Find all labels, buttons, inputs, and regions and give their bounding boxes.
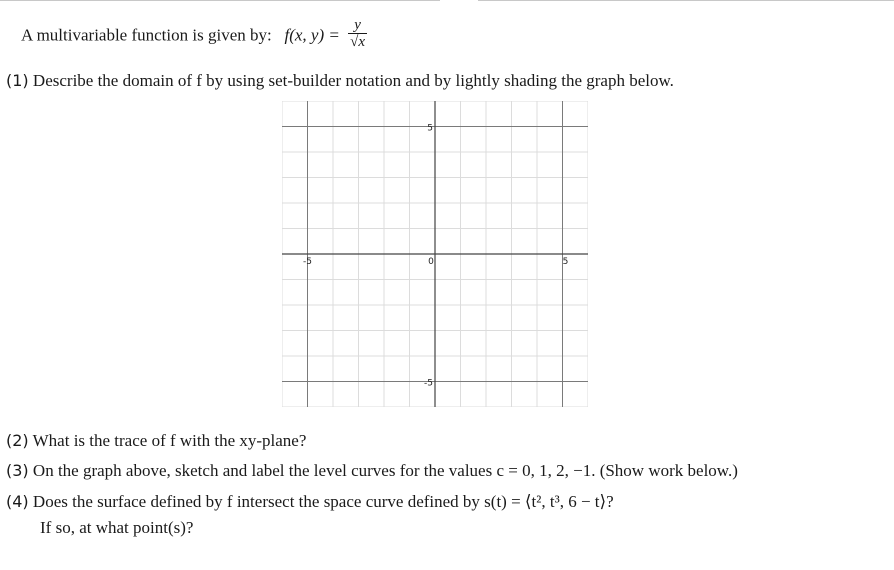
question-1 — [6, 71, 674, 91]
formula-denominator — [348, 33, 367, 51]
question-1-number: (1) — [6, 71, 29, 90]
question-4-text: Does the surface defined by f intersect the space curve defined by s(t) = ⟨t², t³, 6 − t⟩? — [32, 492, 614, 511]
tick-label-y-neg5: -5 — [424, 378, 433, 389]
formula-numerator: y — [354, 17, 361, 33]
tick-label-x-neg5: -5 — [303, 257, 312, 267]
top-rule-right — [478, 0, 894, 1]
tick-label-origin: 0 — [428, 257, 434, 267]
question-4-text2: If so, at what point(s)? — [40, 518, 194, 537]
question-2-text: What is the trace of f with the xy-plane? — [32, 431, 307, 450]
question-4-followup — [40, 518, 193, 538]
question-4 — [6, 492, 614, 512]
formula-lhs: f(x, y) = — [284, 25, 340, 45]
question-1-text: Describe the domain of f by using set-builder notation and by lightly shading the graph below. — [32, 71, 674, 90]
question-3-text: On the graph above, sketch and label the level curves for the values c = 0, 1, 2, −1. (Show work below.) — [32, 461, 738, 480]
intro-line — [21, 17, 367, 53]
question-3-number: (3) — [6, 461, 29, 480]
top-rule-left — [0, 0, 440, 1]
tick-label-y-5: 5 — [427, 123, 433, 134]
intro-text: A multivariable function is given by: — [21, 25, 272, 45]
tick-label-x-5: 5 — [562, 257, 569, 267]
question-2 — [6, 431, 306, 451]
coordinate-grid[interactable] — [282, 101, 588, 407]
question-3 — [6, 461, 738, 481]
question-4-number: (4) — [6, 492, 29, 511]
formula-fraction — [348, 18, 367, 51]
sqrt-symbol: √ — [350, 34, 359, 50]
question-2-number: (2) — [6, 431, 29, 450]
sqrt-radicand: x — [358, 34, 365, 50]
